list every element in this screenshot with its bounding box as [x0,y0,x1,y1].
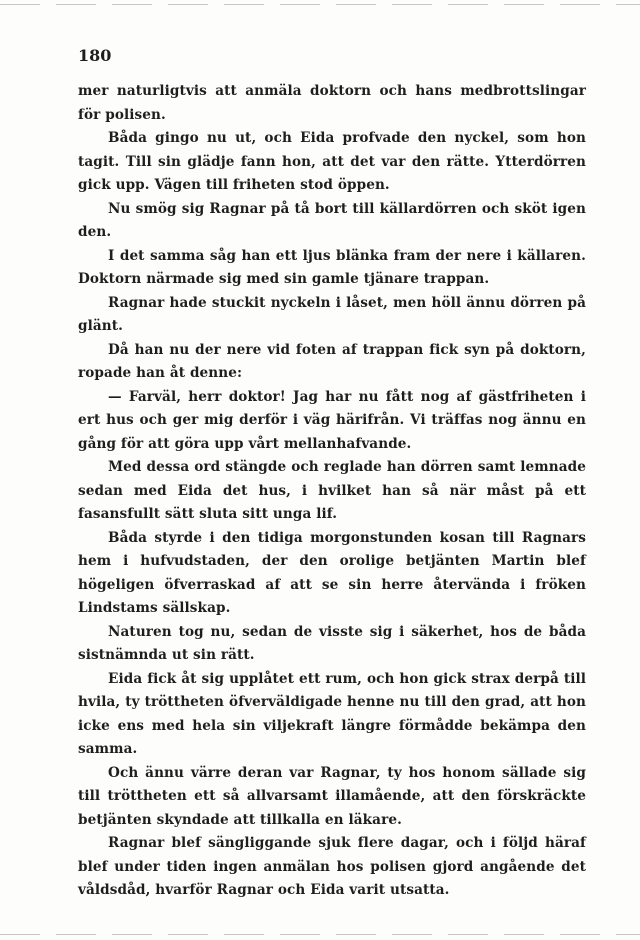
page-number: 180 [78,46,112,65]
paragraph: Naturen tog nu, sedan de visste sig i säkerhet, hos de båda sistnämnda ut sin rätt. [78,623,586,663]
paragraph-continuation: mer naturligtvis att anmäla doktorn och hans medbrottslingar för polisen. [78,83,586,123]
paragraph: Med dessa ord stängde och reglade han dörren samt lemnade sedan med Eida det hus, i hvilket han så när måst på ett fasansfullt sätt sluta sitt unga lif. [78,459,586,522]
paragraph: Båda gingo nu ut, och Eida profvade den nyckel, som hon tagit. Till sin glädje fann hon, att det var den rätte. Ytterdörren gick upp. Vägen till friheten stod öppen. [78,130,586,193]
paragraph: Ragnar hade stuckit nyckeln i låset, men höll ännu dörren på glänt. [78,294,586,334]
paragraph: Nu smög sig Ragnar på tå bort till källardörren och sköt igen den. [78,200,586,240]
page-edge-top [0,4,640,5]
paragraph: I det samma såg han ett ljus blänka fram der nere i källaren. Doktorn närmade sig med sin gamle tjänare trappan. [78,247,586,287]
dialogue-paragraph: — Farväl, herr doktor! Jag har nu fått nog af gästfriheten i ert hus och ger mig derför i väg härifrån. Vi träffas nog ännu en gång för att göra upp vårt mellanhafvande. [78,388,586,452]
paragraph: Då han nu der nere vid foten af trappan fick syn på doktorn, ropade han åt denne: [78,341,586,381]
book-page [64,40,586,900]
body-text [78,80,586,903]
paragraph: Ragnar blef sängliggande sjuk flere dagar, och i följd häraf blef under tiden ingen anmälan hos polisen gjord angående det våldsdåd, hvarför Ragnar och Eida varit utsatta. [78,835,586,898]
page-edge-bottom [0,934,640,935]
paragraph: Eida fick åt sig upplåtet ett rum, och hon gick strax derpå till hvila, ty tröttheten öfverväldigade henne nu till den grad, att hon icke ens med hela sin viljekraft längre förmådde bekämpa den samma. [78,670,586,757]
paragraph: Båda styrde i den tidiga morgonstunden kosan till Ragnars hem i hufvudstaden, der den orolige betjänten Martin blef högeligen öfverraskad af att se sin herre återvända i fröken Lindstams sällskap. [78,529,586,616]
paragraph: Och ännu värre deran var Ragnar, ty hos honom sällade sig till tröttheten ett så allvarsamt illamående, att den förskräckte betjänten skyndade att tillkalla en läkare. [78,764,586,828]
